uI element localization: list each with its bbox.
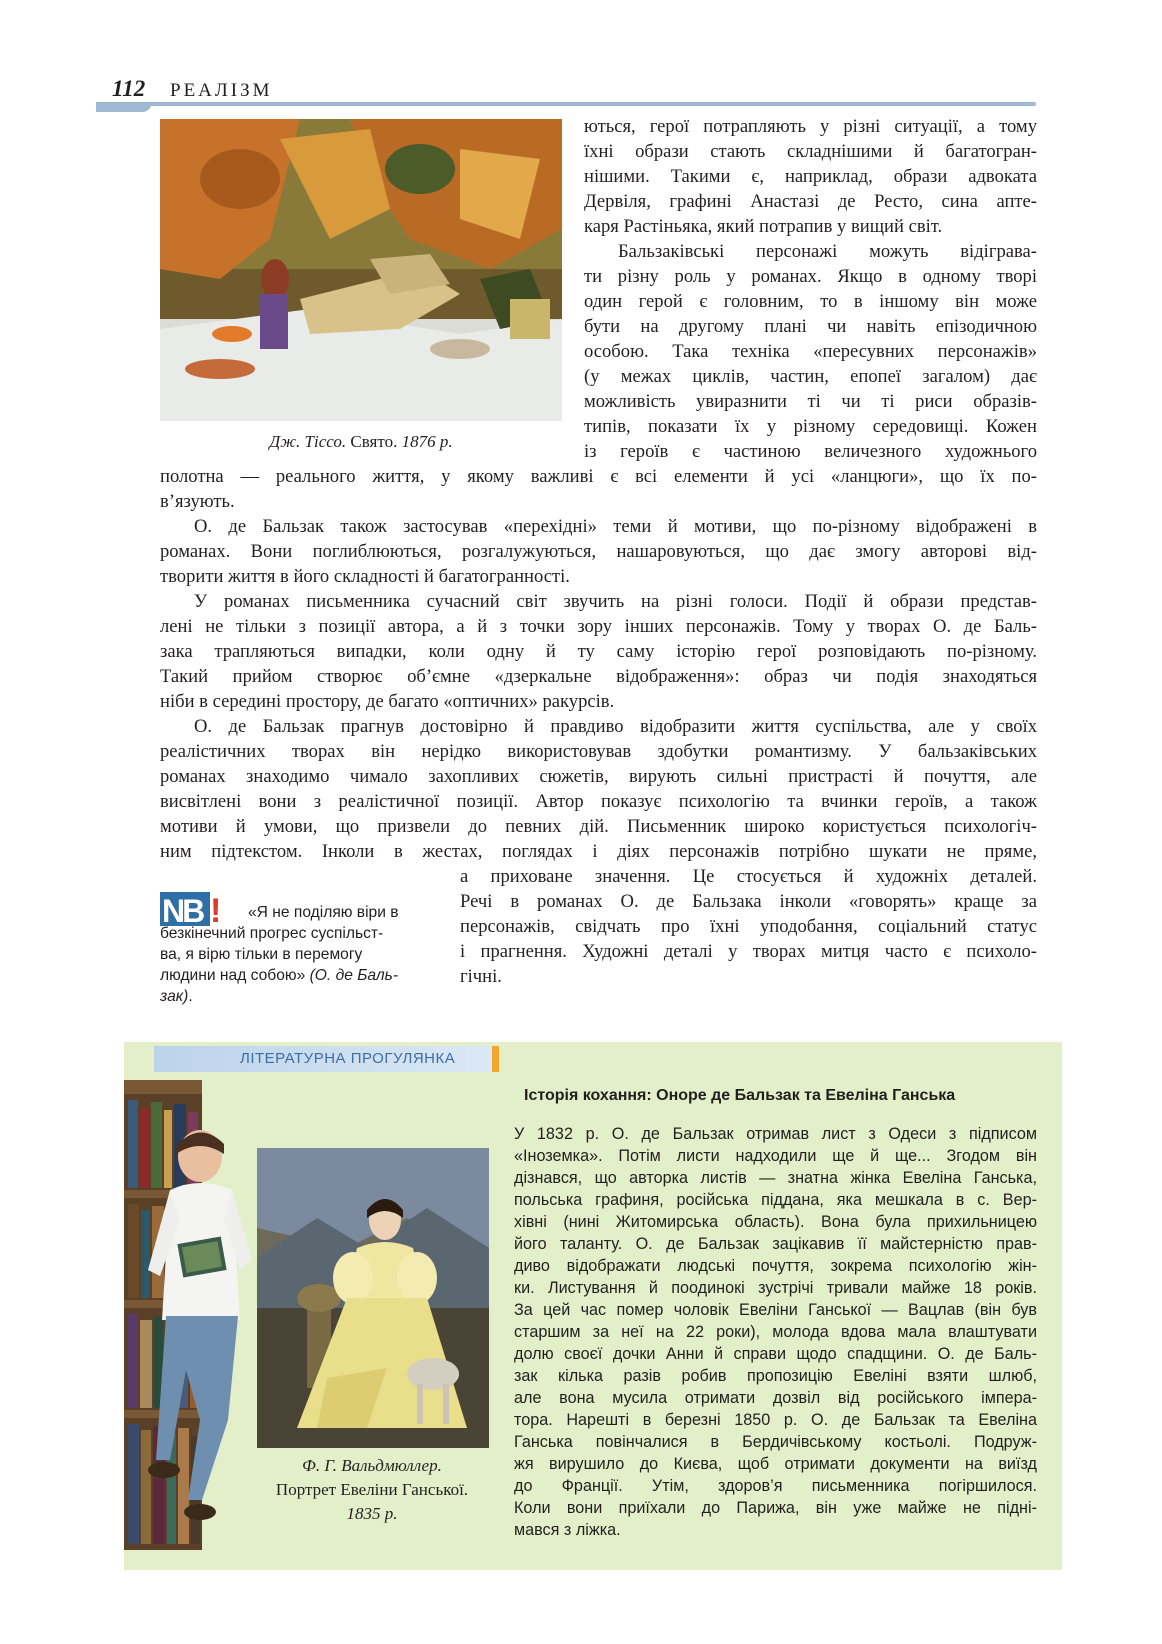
story-line: старшим за неї на 22 роки), молода вдова мала влаштувати [514,1323,1037,1341]
text-line: ним підтекстом. Інколи в жестах, поглядах і діях персонажів потрібно шукати не пряме, [160,841,1037,862]
text-line: каря Растіньяка, який потрапив у вищий світ. [584,216,943,237]
nb-quote-author-end: зак) [160,988,189,1005]
text-line: один герой є головним, то в іншому він може [584,291,1037,312]
header-rule [96,102,1036,106]
text-line: в’язують. [160,491,235,512]
nb-quote-line: ва, я вірю тільки в перемогу [160,946,363,963]
story-line: тора. Нарешті в березні 1850 р. О. де Бальзак та Евеліна [514,1411,1037,1429]
story-line: але вона мусила отримати дозвіл від російського імпера- [514,1389,1037,1407]
story-line: жя вирушило до Києва, щоб отримати документи на виїзд [514,1455,1037,1473]
portrait-hanska [257,1148,489,1448]
text-line: ніби в середині простору, де багато «оптичних» ракурсів. [160,691,615,712]
text-line: Дервіля, графині Анастазі де Ресто, сина апте- [584,191,1037,212]
text-line: (у межах циклів, частин, епопеї загалом) дає [584,366,1037,387]
text-line: із героїв є частиною величезного художнього [584,441,1037,462]
text-line: зака трапляються випадки, коли одну й ту саму історію герої розповідають по-різному. [160,641,1037,662]
text-line: бути на другому плані чи навіть епізодичною [584,316,1037,337]
text-line: а приховане значення. Це стосується й художніх деталей. [460,866,1037,887]
nb-quote-line: безкінечний прогрес суспільст- [160,925,384,942]
caption-year: 1876 р. [401,432,453,451]
story-line: до Франції. Утім, здоров’я письменника погіршилося. [514,1477,1037,1495]
text-line: Бальзаківські персонажі можуть відіграва- [618,241,1037,262]
story-line: долю своєї дочки Анни й справи щодо спадщини. О. де Баль- [514,1345,1037,1363]
text-line: ти різну роль у романах. Якщо в одному творі [584,266,1037,287]
text-line: творити життя в його складності й багатогранності. [160,566,570,587]
painting-caption [160,432,562,452]
nb-quote-author: (О. де Баль- [305,967,399,984]
portrait-caption-author: Ф. Г. Вальдмюллер. [302,1456,442,1475]
nb-quote-period: . [188,988,193,1005]
page-number: 112 [112,76,146,101]
story-line: його таланту. О. де Бальзак зацікавив її майстерністю прав- [514,1235,1037,1253]
story-line: диво відображати людські почуття, зокрема психологію жін- [514,1257,1037,1275]
text-line: У романах письменника сучасний світ звучить на різні голоси. Події й образи представ- [194,591,1037,612]
text-line: лені не тільки з позиції автора, а й з точки зору інших персонажів. Тому у творах О. де Баль- [160,616,1037,637]
story-line: У 1832 р. О. де Бальзак отримав лист з Одеси з підписом [514,1125,1037,1143]
text-line: їхні образи стають складнішими й багатогран- [584,141,1037,162]
caption-title: Свято. [346,432,402,451]
text-line: висвітлені вони з реалістичної позиції. Автор показує психологію та вчинки героїв, а також [160,791,1037,812]
text-line: полотна — реального життя, у якому важливі є всі елементи й усі «ланцюги», що їх по- [160,466,1037,487]
text-line: ються, герої потрапляють у різні ситуації, а тому [584,116,1037,137]
story-line: зак кілька разів робив пропозицію Евеліні взяти шлюб, [514,1367,1037,1385]
nb-quote-text: людини над собою» [160,967,306,984]
story-line: польська графиня, російська піддана, яка мешкала в с. Вер- [514,1191,1037,1209]
text-line: гічні. [460,966,502,987]
portrait-caption-year: 1835 р. [346,1504,398,1523]
nb-quote-line [160,986,193,1007]
text-line: Речі в романах О. де Бальзака інколи «говорять» краще за [460,891,1037,912]
nb-logo-letters: NB [162,893,203,929]
story-line: «Іноземка». Потім листи надходили ще й ще... Згодом він [514,1147,1037,1165]
text-line: мотиви й умови, що призвели до певних дій. Письменник широко користується психологіч- [160,816,1037,837]
text-line: типів, показати їх у різному середовищі. Кожен [584,416,1037,437]
text-line: романах знаходимо чимало захопливих сюжетів, вирують сильні пристрасті й почуття, але [160,766,1037,787]
portrait-caption-title: Портрет Евеліни Ганської. [275,1480,469,1499]
story-line: дізнався, що авторка листів — знатна жінка Евеліна Ганська, [514,1169,1037,1187]
story-line: хівні (нині Житомирська область). Вона була прихильницею [514,1213,1037,1231]
nb-quote-line: «Я не поділяю віри в [248,904,399,921]
text-line: особою. Така техніка «пересувних персонажів» [584,341,1037,362]
text-line: реалістичних творах він нерідко використовував здобутки романтизму. У бальзаківських [160,741,1037,762]
text-line: і прагнення. Художні деталі у творах митця часто є психоло- [460,941,1037,962]
story-line: Коли вони приїхали до Парижа, він уже майже не підні- [514,1499,1037,1517]
story-line: За цей час помер чоловік Евеліни Ганської — Вацлав (він був [514,1301,1037,1319]
text-line: романах. Вони поглиблюються, розгалужуються, нашаровуються, що дає змогу авторові від- [160,541,1037,562]
text-line: Такий прийом створює об’ємне «дзеркальне відображення»: образ чи подія знаходяться [160,666,1037,687]
painting-tissot [160,119,562,421]
section-title: РЕАЛІЗМ [170,80,273,101]
text-line: нішими. Такими є, наприклад, образи адвоката [584,166,1037,187]
text-line: персонажів, свідчать про їхні уподобання, соціальний статус [460,916,1037,937]
page-header [96,70,1036,116]
header-tab [96,102,152,112]
story-line: Ганська повінчалися в Бердичівському костьолі. Подруж- [514,1433,1037,1451]
student-reading-image [140,1120,260,1560]
nb-quote-box [160,890,442,1018]
text-line: можливість увиразнити ті чи ті риси образів- [584,391,1037,412]
text-line: О. де Бальзак також застосував «перехідні» теми й мотиви, що по-різному відображені в [194,516,1037,537]
story-line: мався з ліжка. [514,1521,621,1539]
story-line: ки. Листування й поодинокі зустрічі тривали майже 18 років. [514,1279,1037,1297]
literary-walk-label: ЛІТЕРАТУРНА ПРОГУЛЯНКА [240,1050,456,1067]
story-title: Історія кохання: Оноре де Бальзак та Евеліна Ганська [524,1087,956,1104]
nb-logo-exclamation: ! [210,892,222,930]
nb-quote-line [160,965,398,986]
text-line: О. де Бальзак прагнув достовірно й правдиво відобразити життя суспільства, але у своїх [194,716,1037,737]
caption-author: Дж. Тіссо. [269,432,347,451]
